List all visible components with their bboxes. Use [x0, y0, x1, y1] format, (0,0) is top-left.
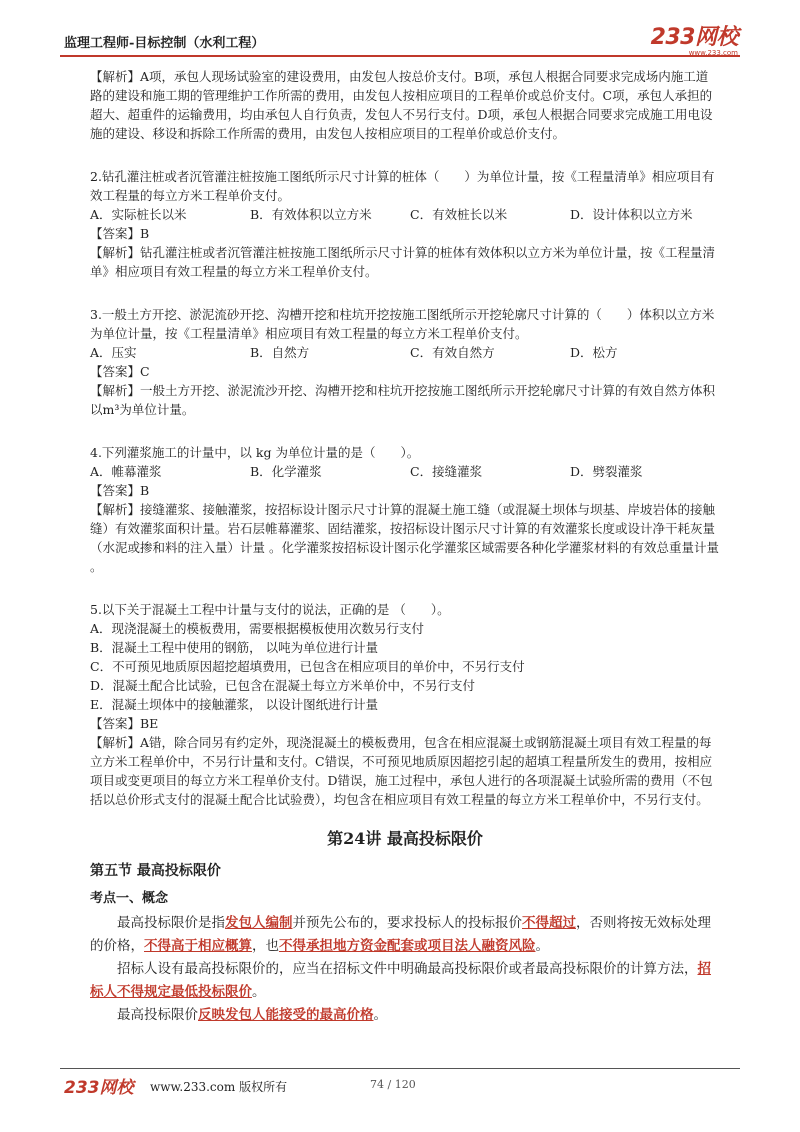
p2-text-1: 招标人设有最高投标限价的，应当在招标文件中明确最高投标限价或者最高投标限价的计算方法，	[117, 961, 698, 977]
q3-option-a: A．压实	[90, 345, 137, 360]
q4-option-b: B．化学灌浆	[250, 464, 322, 479]
question-2-block	[90, 167, 720, 281]
q4-analysis: 【解析】接缝灌浆、接触灌浆，按招标设计图示尺寸计算的混凝土施工缝（或混凝土坝体与坝基、岸坡岩体的接触缝）有效灌浆面积计量。岩石层帷幕灌浆、固结灌浆，按招标设计图示尺寸计算的有效灌浆长度或设计净干耗灰量（水泥或掺和料的注入量）计量 。化学灌浆按招标设计图示化学灌浆区域需要各种化学灌浆材料的有效总重量计量 。	[90, 502, 719, 574]
brand-logo	[651, 20, 738, 57]
q5-option-b: B．混凝土工程中使用的钢筋， 以吨为单位进行计量	[90, 640, 379, 655]
q5-stem: 5.以下关于混凝土工程中计量与支付的说法，正确的是 （ ）。	[90, 602, 450, 617]
q4-option-d: D．劈裂灌浆	[570, 464, 643, 479]
q3-options	[90, 343, 720, 362]
question-4-block	[90, 443, 720, 576]
question-1-block	[90, 67, 720, 143]
footer-divider	[60, 1068, 740, 1069]
p1-text-2: 并预先公布的，要求投标人的投标报价	[292, 915, 522, 931]
q2-analysis: 【解析】钻孔灌注桩或者沉管灌注桩按施工图纸所示尺寸计算的桩体有效体积以立方米为单位计量，按《工程量清单》相应项目有效工程量的每立方米工程单价支付。	[90, 245, 716, 279]
p1-highlight-4: 不得承担地方资金配套或项目法人融资风险	[279, 938, 536, 954]
q2-option-a: A．实际桩长以米	[90, 207, 187, 222]
document-header-title: 监理工程师-目标控制（水利工程）	[64, 36, 265, 51]
q4-stem: 4.下列灌浆施工的计量中，以 kg 为单位计量的是（ ）。	[90, 445, 420, 460]
header-divider	[60, 55, 740, 57]
q3-answer: 【答案】C	[90, 364, 150, 379]
q2-option-c: C．有效桩长以米	[410, 207, 508, 222]
p2-highlight-1: 招标人不得规定最低投标限价	[90, 961, 711, 1000]
p3-text-1: 最高投标限价	[117, 1007, 198, 1023]
q5-option-e: E．混凝土坝体中的接触灌浆， 以设计图纸进行计量	[90, 697, 379, 712]
q5-option-c: C．不可预见地质原因超挖超填费用，已包含在相应项目的单价中，不另行支付	[90, 659, 525, 674]
q2-option-d: D．设计体积以立方米	[570, 207, 693, 222]
lecture-title: 第24讲 最高投标限价	[327, 829, 483, 848]
concept-paragraph-1	[90, 912, 720, 958]
p1-text-1: 最高投标限价是指	[117, 915, 225, 931]
question-5-block	[90, 600, 720, 809]
concept-paragraph-2	[90, 958, 720, 1004]
q1-analysis: 【解析】A项，承包人现场试验室的建设费用，由发包人按总价支付。B项，承包人根据合同要求完成场内施工道路的建设和施工期的管理维护工作所需的费用，由发包人按相应项目的工程单价或总价支付。C项，承包人承担的超大、超重件的运输费用，均由承包人自行负责，发包人不另行支付。D项，承包人根据合同要求完成施工用电设施的建设、移设和拆除工作所需的费用，由发包人按相应项目的工程单价或总价支付。	[90, 69, 713, 141]
q2-stem: 2.钻孔灌注桩或者沉管灌注桩按施工图纸所示尺寸计算的桩体（ ）为单位计量，按《工程量清单》相应项目有效工程量的每立方米工程单价支付。	[90, 169, 715, 203]
q4-answer: 【答案】B	[90, 483, 150, 498]
q3-option-c: C．有效自然方	[410, 345, 495, 360]
question-3-block	[90, 305, 720, 419]
q5-analysis: 【解析】A错，除合同另有约定外，现浇混凝土的模板费用，包含在相应混凝土或钢筋混凝土项目有效工程量的每立方米工程单价中，不另行计量和支付。C错误，不可预见地质原因超挖引起的超填工程量所发生的费用，按相应项目或变更项目的每立方米工程单价支付。D错误，施工过程中，承包人进行的各项混凝土试验所需的费用（不包括以总价形式支付的混凝土配合比试验费），均包含在相应项目有效工程量的每立方米工程单价中，不另行支付。	[90, 735, 713, 807]
page-number: 74 / 120	[370, 1078, 416, 1091]
q5-answer: 【答案】BE	[90, 716, 159, 731]
p3-highlight-1: 反映发包人能接受的最高价格	[198, 1007, 374, 1023]
point-title: 考点一、概念	[90, 891, 169, 906]
p1-text-5: 。	[535, 938, 549, 954]
logo-main-text: 233网校	[650, 25, 738, 50]
q2-answer: 【答案】B	[90, 226, 150, 241]
q3-analysis: 【解析】一般土方开挖、淤泥流沙开挖、沟槽开挖和柱坑开挖按施工图纸所示开挖轮廓尺寸计算的有效自然方体积以m³为单位计量。	[90, 383, 716, 417]
q4-option-c: C．接缝灌浆	[410, 464, 483, 479]
q2-option-b: B．有效体积以立方米	[250, 207, 372, 222]
q5-option-a: A．现浇混凝土的模板费用，需要根据模板使用次数另行支付	[90, 621, 425, 636]
p1-highlight-3: 不得高于相应概算	[144, 938, 252, 954]
p2-text-2: 。	[252, 984, 266, 1000]
p1-highlight-2: 不得超过	[522, 915, 576, 931]
q4-option-a: A．帷幕灌浆	[90, 464, 162, 479]
p1-highlight-1: 发包人编制	[225, 915, 293, 931]
footer-logo: 233网校	[64, 1078, 134, 1098]
q3-option-b: B．自然方	[250, 345, 310, 360]
footer-copyright: www.233.com 版权所有	[150, 1080, 288, 1094]
p1-text-3: ，否则将按无效标处理的价格，	[90, 915, 711, 954]
logo-sub-text: www.233.com	[688, 49, 738, 57]
q3-stem: 3.一般土方开挖、淤泥流砂开挖、沟槽开挖和柱坑开挖按施工图纸所示开挖轮廓尺寸计算的（ ）体积以立方米为单位计量，按《工程量清单》相应项目有效工程量的每立方米工程单价支付。	[90, 307, 715, 341]
q2-options	[90, 205, 720, 224]
q3-option-d: D．松方	[570, 345, 618, 360]
concept-paragraph-3	[90, 1004, 720, 1027]
p3-text-2: 。	[373, 1007, 387, 1023]
p1-text-4: ，也	[252, 938, 279, 954]
page-content	[90, 67, 720, 1027]
q5-option-d: D．混凝土配合比试验，已包含在混凝土每立方米单价中，不另行支付	[90, 678, 476, 693]
section-title: 第五节 最高投标限价	[90, 863, 221, 879]
q4-options	[90, 462, 720, 481]
